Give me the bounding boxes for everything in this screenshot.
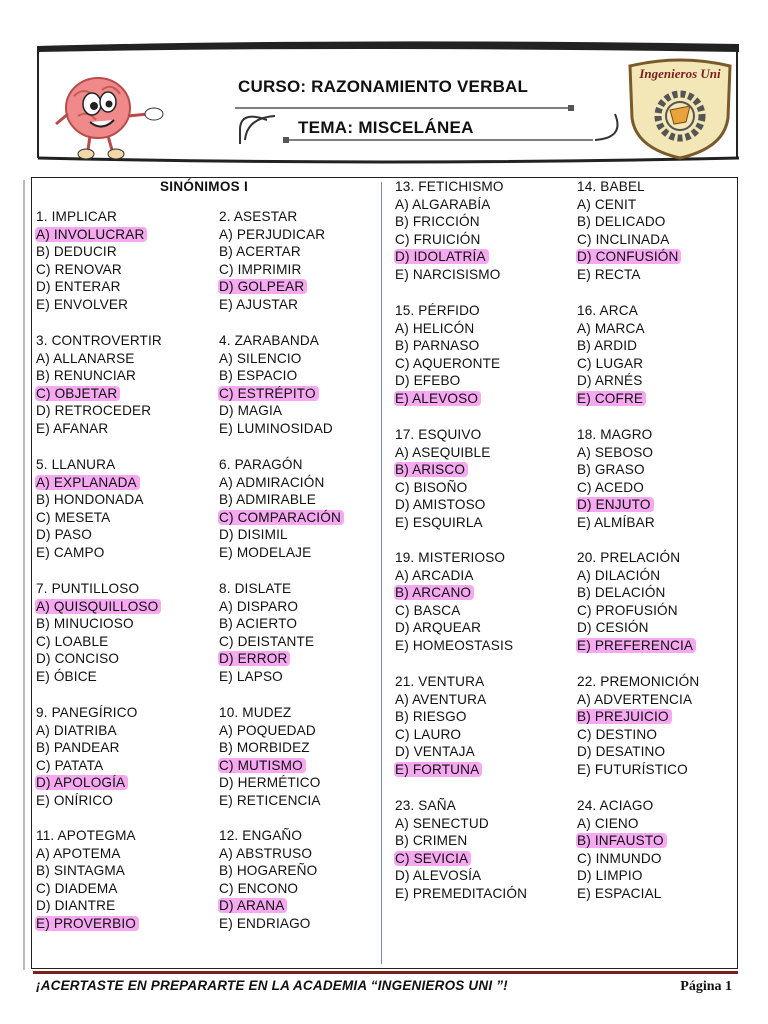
question-5 xyxy=(36,456,206,562)
question-word: 21. VENTURA xyxy=(395,674,485,689)
option-d: D) CESIÓN xyxy=(577,620,649,636)
option-e: E) NARCISISMO xyxy=(395,266,501,282)
question-word: 7. PUNTILLOSO xyxy=(36,581,140,596)
option-b: B) SINTAGMA xyxy=(36,863,126,879)
question-13 xyxy=(395,178,565,284)
question-word: 13. FETICHISMO xyxy=(395,179,504,194)
option-e: E) ONÍRICO xyxy=(36,792,114,808)
option-c: C) DESTINO xyxy=(577,726,658,742)
option-a: A) APOTEMA xyxy=(36,845,121,861)
option-a: A) DILACIÓN xyxy=(577,567,661,583)
option-b: B) HOGAREÑO xyxy=(219,863,318,879)
option-a: A) ADMIRACIÓN xyxy=(219,474,325,490)
option-a: A) QUISQUILLOSO xyxy=(36,598,206,616)
option-e: E) ESPACIAL xyxy=(577,885,662,901)
question-12 xyxy=(219,827,389,933)
option-d: D) HERMÉTICO xyxy=(219,775,321,791)
question-19 xyxy=(395,549,565,655)
footer-slogan: ¡ACERTASTE EN PREPARARTE EN LA ACADEMIA “INGENIEROS UNI ”! xyxy=(36,978,508,993)
course-title: CURSO: RAZONAMIENTO VERBAL xyxy=(238,77,529,96)
option-c: C) BISOÑO xyxy=(395,479,468,495)
option-c: C) ACEDO xyxy=(577,479,644,495)
option-b: B) MORBIDEZ xyxy=(219,740,310,756)
question-6 xyxy=(219,456,389,562)
option-a: A) MARCA xyxy=(577,320,645,336)
question-16 xyxy=(577,302,747,408)
option-c: C) FRUICIÓN xyxy=(395,231,481,247)
question-word: 16. ARCA xyxy=(577,303,638,318)
option-b: B) ACERTAR xyxy=(219,244,301,260)
option-d: D) GOLPEAR xyxy=(219,278,389,296)
question-8 xyxy=(219,580,389,686)
option-c: C) MESETA xyxy=(36,509,111,525)
option-d: D) ARNÉS xyxy=(577,373,643,389)
question-24 xyxy=(577,797,747,903)
question-20 xyxy=(577,549,747,655)
option-b: B) RIESGO xyxy=(395,709,467,725)
option-b: B) INFAUSTO xyxy=(577,832,747,850)
option-a: A) AVENTURA xyxy=(395,691,487,707)
section-title: SINÓNIMOS I xyxy=(160,179,249,194)
question-1 xyxy=(36,208,206,314)
option-c: C) IMPRIMIR xyxy=(219,261,302,277)
option-d: D) DESATINO xyxy=(577,744,666,760)
option-b: B) FRICCIÓN xyxy=(395,214,480,230)
option-a: A) ABSTRUSO xyxy=(219,845,313,861)
option-d: D) APOLOGÍA xyxy=(36,774,206,792)
option-d: D) MAGIA xyxy=(219,403,283,419)
question-23 xyxy=(395,797,565,903)
option-d: D) ERROR xyxy=(219,650,389,668)
option-b: B) CRIMEN xyxy=(395,833,468,849)
option-c: C) COMPARACIÓN xyxy=(219,509,389,527)
question-word: 23. SAÑA xyxy=(395,798,456,813)
left-margin-rule xyxy=(23,180,25,970)
option-e: E) PREMEDITACIÓN xyxy=(395,885,528,901)
option-a: A) EXPLANADA xyxy=(36,474,206,492)
option-d: D) ENJUTO xyxy=(577,496,747,514)
question-18 xyxy=(577,426,747,532)
question-word: 24. ACIAGO xyxy=(577,798,654,813)
option-b: B) ARCANO xyxy=(395,584,565,602)
option-e: E) ENVOLVER xyxy=(36,296,129,312)
option-e: E) COFRE xyxy=(577,390,747,408)
option-b: B) HONDONADA xyxy=(36,492,144,508)
option-e: E) FUTURÍSTICO xyxy=(577,761,688,777)
question-17 xyxy=(395,426,565,532)
option-e: E) FORTUNA xyxy=(395,761,565,779)
option-a: A) ALGARABÍA xyxy=(395,196,491,212)
option-c: C) ENCONO xyxy=(219,880,299,896)
question-word: 20. PRELACIÓN xyxy=(577,550,681,565)
question-14 xyxy=(577,178,747,284)
option-d: D) IDOLATRÍA xyxy=(395,248,565,266)
question-9 xyxy=(36,704,206,810)
option-e: E) MODELAJE xyxy=(219,544,312,560)
option-e: E) ALMÍBAR xyxy=(577,514,655,530)
option-e: E) ESQUIRLA xyxy=(395,514,483,530)
question-word: 5. LLANURA xyxy=(36,457,116,472)
question-word: 22. PREMONICIÓN xyxy=(577,674,700,689)
option-c: C) INCLINADA xyxy=(577,231,670,247)
option-d: D) RETROCEDER xyxy=(36,403,152,419)
option-e: E) PREFERENCIA xyxy=(577,637,747,655)
option-e: E) ALEVOSO xyxy=(395,390,565,408)
question-11 xyxy=(36,827,206,933)
option-a: A) SEBOSO xyxy=(577,444,654,460)
option-c: C) AQUERONTE xyxy=(395,355,501,371)
option-e: E) LAPSO xyxy=(219,668,283,684)
brain-mascot-icon xyxy=(50,66,170,162)
option-b: B) DELACIÓN xyxy=(577,585,666,601)
option-e: E) HOMEOSTASIS xyxy=(395,637,514,653)
option-b: B) PARNASO xyxy=(395,338,480,354)
question-7 xyxy=(36,580,206,686)
option-d: D) CONFUSIÓN xyxy=(577,248,747,266)
option-a: A) ALLANARSE xyxy=(36,350,135,366)
option-d: D) EFEBO xyxy=(395,373,461,389)
question-word: 19. MISTERIOSO xyxy=(395,550,506,565)
option-c: C) BASCA xyxy=(395,602,461,618)
option-c: C) MUTISMO xyxy=(219,757,389,775)
page-number: Página 1 xyxy=(680,979,732,994)
option-a: A) INVOLUCRAR xyxy=(36,226,206,244)
option-c: C) DEISTANTE xyxy=(219,633,315,649)
question-word: 14. BABEL xyxy=(577,179,645,194)
option-a: A) ARCADIA xyxy=(395,567,474,583)
question-word: 11. APOTEGMA xyxy=(36,828,136,843)
option-a: A) ASEQUIBLE xyxy=(395,444,491,460)
option-d: D) PASO xyxy=(36,527,92,543)
option-d: D) AMISTOSO xyxy=(395,497,486,513)
svg-text:Ingenieros Uni: Ingenieros Uni xyxy=(639,66,721,81)
option-b: B) ARDID xyxy=(577,338,638,354)
option-c: C) PATATA xyxy=(36,757,104,773)
option-e: E) RECTA xyxy=(577,266,641,282)
option-c: C) LAURO xyxy=(395,726,462,742)
question-word: 1. IMPLICAR xyxy=(36,209,117,224)
option-a: A) CIENO xyxy=(577,815,639,831)
question-2 xyxy=(219,208,389,314)
option-b: B) PANDEAR xyxy=(36,740,120,756)
option-d: D) ALEVOSÍA xyxy=(395,868,482,884)
option-b: B) DEDUCIR xyxy=(36,244,117,260)
footer-rule xyxy=(33,971,738,974)
option-e: E) PROVERBIO xyxy=(36,915,206,933)
question-3 xyxy=(36,332,206,438)
option-b: B) ADMIRABLE xyxy=(219,492,316,508)
option-a: A) CENIT xyxy=(577,196,637,212)
option-c: C) OBJETAR xyxy=(36,385,206,403)
option-c: C) LOABLE xyxy=(36,633,109,649)
option-e: E) LUMINOSIDAD xyxy=(219,420,333,436)
option-a: A) ADVERTENCIA xyxy=(577,691,693,707)
option-d: D) DIANTRE xyxy=(36,898,116,914)
option-d: D) VENTAJA xyxy=(395,744,475,760)
question-word: 10. MUDEZ xyxy=(219,705,292,720)
question-4 xyxy=(219,332,389,438)
question-word: 4. ZARABANDA xyxy=(219,333,320,348)
option-e: E) ENDRIAGO xyxy=(219,915,311,931)
academy-logo-icon xyxy=(624,56,736,160)
option-b: B) DELICADO xyxy=(577,214,666,230)
option-e: E) CAMPO xyxy=(36,544,105,560)
option-e: E) AFANAR xyxy=(36,420,109,436)
option-e: E) AJUSTAR xyxy=(219,296,299,312)
option-d: D) DISIMIL xyxy=(219,527,288,543)
option-b: B) RENUNCIAR xyxy=(36,368,136,384)
option-b: B) ARISCO xyxy=(395,461,565,479)
option-b: B) ACIERTO xyxy=(219,616,298,632)
question-15 xyxy=(395,302,565,408)
question-10 xyxy=(219,704,389,810)
option-b: B) GRASO xyxy=(577,462,645,478)
option-a: A) SENECTUD xyxy=(395,815,489,831)
question-word: 12. ENGAÑO xyxy=(219,828,303,843)
option-a: A) HELICÓN xyxy=(395,320,475,336)
question-word: 18. MAGRO xyxy=(577,427,653,442)
option-c: C) INMUNDO xyxy=(577,850,662,866)
option-a: A) PERJUDICAR xyxy=(219,226,326,242)
question-word: 3. CONTROVERTIR xyxy=(36,333,162,348)
question-word: 9. PANEGÍRICO xyxy=(36,705,138,720)
option-a: A) SILENCIO xyxy=(219,350,302,366)
option-b: B) MINUCIOSO xyxy=(36,616,134,632)
option-a: A) DIATRIBA xyxy=(36,722,117,738)
option-c: C) DIADEMA xyxy=(36,880,118,896)
option-c: C) LUGAR xyxy=(577,355,644,371)
question-word: 8. DISLATE xyxy=(219,581,292,596)
option-b: B) PREJUICIO xyxy=(577,708,747,726)
option-c: C) PROFUSIÓN xyxy=(577,602,678,618)
option-e: E) ÓBICE xyxy=(36,668,97,684)
option-d: D) CONCISO xyxy=(36,651,120,667)
question-word: 6. PARAGÓN xyxy=(219,457,303,472)
option-a: A) POQUEDAD xyxy=(219,722,316,738)
question-22 xyxy=(577,673,747,779)
option-d: D) LIMPIO xyxy=(577,868,643,884)
topic-title: TEMA: MISCELÁNEA xyxy=(298,118,474,137)
question-word: 2. ASESTAR xyxy=(219,209,298,224)
option-e: E) RETICENCIA xyxy=(219,792,321,808)
option-d: D) ENTERAR xyxy=(36,279,121,295)
question-word: 17. ESQUIVO xyxy=(395,427,482,442)
option-c: C) SEVICIA xyxy=(395,850,565,868)
option-b: B) ESPACIO xyxy=(219,368,298,384)
question-word: 15. PÉRFIDO xyxy=(395,303,480,318)
question-21 xyxy=(395,673,565,779)
option-a: A) DISPARO xyxy=(219,598,299,614)
option-c: C) RENOVAR xyxy=(36,261,122,277)
option-c: C) ESTRÉPITO xyxy=(219,385,389,403)
option-d: D) ARQUEAR xyxy=(395,620,482,636)
option-d: D) ARANA xyxy=(219,897,389,915)
